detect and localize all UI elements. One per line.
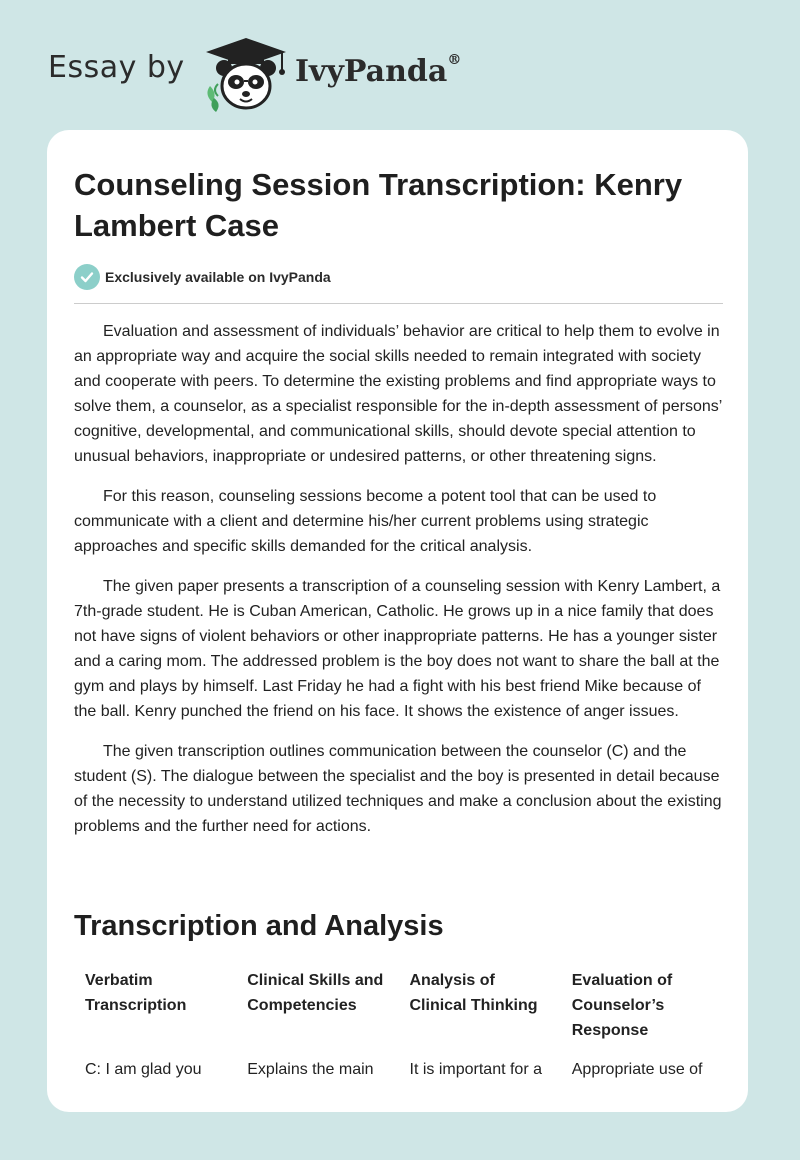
table-cell: Explains the main [247, 1061, 374, 1078]
column-header: Analysis of Clinical Thinking [409, 972, 538, 1014]
paragraph: Evaluation and assessment of individuals’ behavior are critical to help them to evolve in an appropriate way and acquire the social skills needed to remain integrated with society and cooperate with peers. To determine the existing problems and find appropriate ways to solve them, a counselor, as a specialist responsible for the in-depth assessment of persons’ cognitive, developmental, and communicational skills, should devote special attention to unusual behaviors, inappropriate or undesired patterns, or other threatening signs. [74, 323, 722, 465]
divider [74, 303, 723, 304]
column-header: Evaluation of Counselor’s Response [571, 972, 673, 1039]
table-cell: Appropriate use of [571, 1061, 703, 1078]
essay-card [47, 130, 748, 1112]
table-cell: It is important for a [409, 1061, 542, 1078]
brand-name[interactable]: IvyPanda® [295, 52, 462, 89]
registered-mark: ® [447, 52, 462, 68]
page-title: Counseling Session Transcription: Kenry Lambert Case [74, 167, 683, 243]
essay-by-label: Essay by [48, 50, 185, 85]
paragraph: The given paper presents a transcription of a counseling session with Kenry Lambert, a 7th-grade student. He is Cuban American, Catholic. He grows up in a nice family that does not have signs of violent behaviors or other inappropriate patterns. He has a younger sister and a caring mom. The addressed problem is the boy does not want to share the ball at the gym and plays by himself. Last Friday he had a fight with his best friend Mike because of the ball. Kenry punched the friend on his face. It shows the existence of anger issues. [74, 578, 721, 720]
paragraph: The given transcription outlines communication between the counselor (C) and the student (S). The dialogue between the specialist and the boy is presented in detail because of the necessity to understand utilized techniques and make a conclusion about the existing problems and the further need for actions. [74, 743, 722, 835]
ivypanda-logo-icon[interactable] [200, 36, 292, 112]
table-cell: C: I am glad you [85, 1061, 202, 1078]
check-icon [74, 264, 100, 290]
column-header: Clinical Skills and Competencies [247, 972, 384, 1014]
paragraph: For this reason, counseling sessions become a potent tool that can be used to communicate with a client and determine his/her current problems using strategic approaches and specific skills demanded for the critical analysis. [74, 488, 657, 555]
transcription-table [74, 968, 723, 1082]
column-header: Verbatim Transcription [85, 972, 187, 1014]
section-heading: Transcription and Analysis [74, 910, 444, 942]
exclusive-text: Exclusively available on IvyPanda [105, 269, 331, 285]
table-row [74, 1057, 723, 1082]
essay-body [74, 319, 724, 854]
exclusive-badge [74, 263, 331, 291]
table-header-row [74, 968, 723, 1057]
site-header [48, 34, 748, 114]
